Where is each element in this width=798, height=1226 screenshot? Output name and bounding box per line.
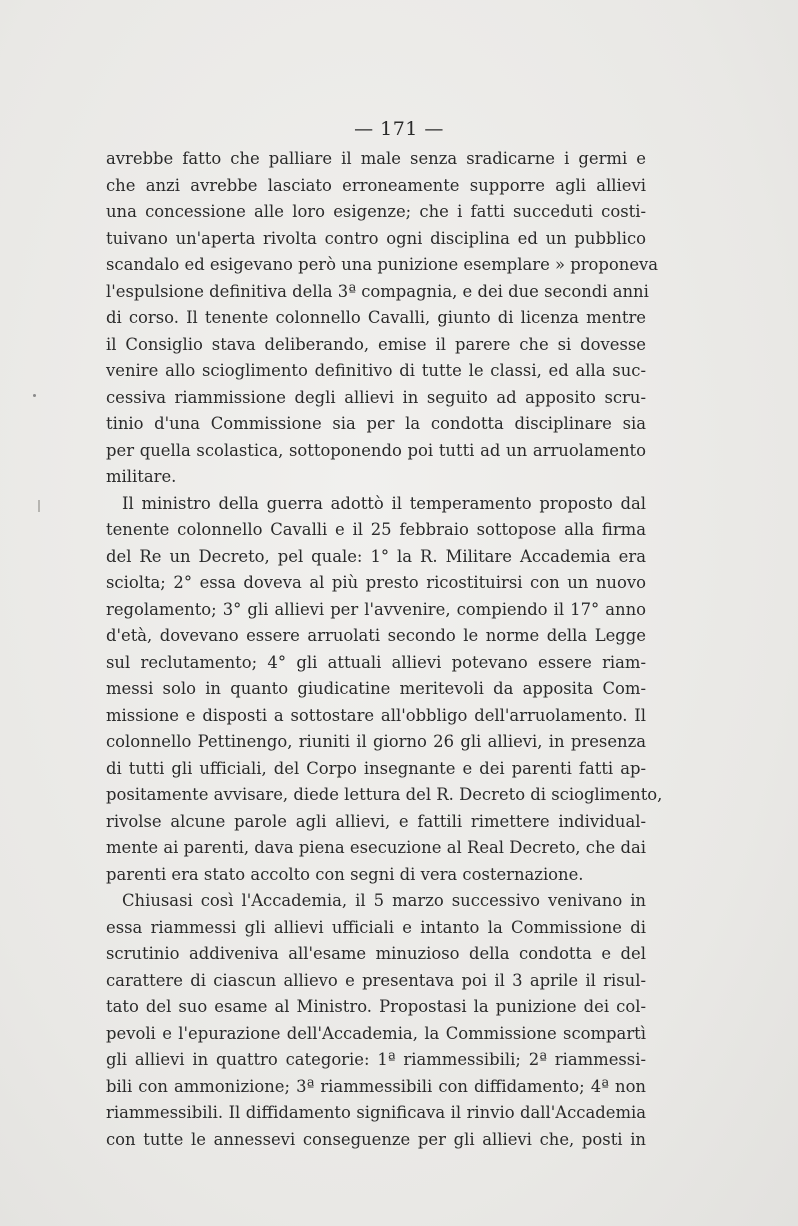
text-line: scandalo ed esigevano però una punizione esemplare » proponeva xyxy=(106,255,659,274)
margin-mark xyxy=(38,500,40,512)
text-line: bili con ammonizione; 3ª riammessibili con diffidamento; 4ª non xyxy=(106,1076,646,1096)
text-line: essa riammessi gli allievi ufficiali e intanto la Commissione di xyxy=(106,917,646,937)
text-line: che anzi avrebbe lasciato erroneamente supporre agli allievi xyxy=(106,175,646,195)
text-line: rivolse alcune parole agli allievi, e fattili rimettere individual- xyxy=(106,811,646,831)
text-line: per quella scolastica, sottoponendo poi tutti ad un arruolamento xyxy=(106,440,646,460)
text-line: venire allo scioglimento definitivo di tutte le classi, ed alla suc- xyxy=(106,361,646,380)
text-line: tuivano un'aperta rivolta contro ogni disciplina ed un pubblico xyxy=(106,228,646,248)
text-line: d'età, dovevano essere arruolati secondo le norme della Legge xyxy=(106,626,646,645)
text-line: Il ministro della guerra adottò il temperamento proposto dal xyxy=(122,493,646,513)
text-line: colonnello Pettinengo, riuniti il giorno 26 gli allievi, in presenza xyxy=(106,732,646,751)
text-line: riammessibili. Il diffidamento significava il rinvio dall'Accademia xyxy=(106,1103,646,1122)
text-line: Chiusasi così l'Accademia, il 5 marzo successivo venivano in xyxy=(122,891,646,910)
text-line: sul reclutamento; 4° gli attuali allievi potevano essere riam- xyxy=(106,652,646,672)
text-line: l'espulsione definitiva della 3ª compagnia, e dei due secondi anni xyxy=(106,281,649,301)
text-line: il Consiglio stava deliberando, emise il parere che si dovesse xyxy=(106,334,646,354)
page-number: — 171 — xyxy=(354,118,444,140)
text-line: parenti era stato accolto con segni di vera costernazione. xyxy=(106,864,584,884)
text-line: sciolta; 2° essa doveva al più presto ricostituirsi con un nuovo xyxy=(106,573,646,592)
text-line: tato del suo esame al Ministro. Propostasi la punizione dei col- xyxy=(106,997,646,1016)
text-line: carattere di ciascun allievo e presentava poi il 3 aprile il risul- xyxy=(106,970,646,990)
text-line: di tutti gli ufficiali, del Corpo insegnante e dei parenti fatti ap- xyxy=(106,758,646,778)
text-line: scrutinio addiveniva all'esame minuzioso della condotta e del xyxy=(106,944,646,963)
text-line: messi solo in quanto giudicatine meritevoli da apposita Com- xyxy=(106,679,646,698)
text-line: avrebbe fatto che palliare il male senza sradicarne i germi e xyxy=(106,149,646,168)
text-line: di corso. Il tenente colonnello Cavalli, giunto di licenza mentre xyxy=(106,308,646,327)
text-line: gli allievi in quattro categorie: 1ª riammessibili; 2ª riammessi- xyxy=(106,1050,646,1069)
text-line: con tutte le annessevi conseguenze per gli allievi che, posti in xyxy=(106,1129,646,1149)
text-line: regolamento; 3° gli allievi per l'avvenire, compiendo il 17° anno xyxy=(106,599,646,619)
text-line: una concessione alle loro esigenze; che i fatti succeduti costi- xyxy=(106,202,646,221)
text-line: missione e disposti a sottostare all'obbligo dell'arruolamento. Il xyxy=(106,705,646,725)
text-line: mente ai parenti, dava piena esecuzione al Real Decreto, che dai xyxy=(106,838,646,857)
text-line: cessiva riammissione degli allievi in seguito ad apposito scru- xyxy=(106,387,646,407)
text-line: militare. xyxy=(106,467,177,486)
text-line: tenente colonnello Cavalli e il 25 febbraio sottopose alla firma xyxy=(106,520,646,539)
text-line: tinio d'una Commissione sia per la condotta disciplinare sia xyxy=(106,414,646,433)
text-line: positamente avvisare, diede lettura del R. Decreto di scioglimento, xyxy=(106,785,663,804)
ink-speck xyxy=(33,394,36,397)
body-text xyxy=(106,146,663,1153)
text-line: del Re un Decreto, pel quale: 1° la R. Militare Accademia era xyxy=(106,546,646,566)
text-line: pevoli e l'epurazione dell'Accademia, la Commissione scompartì xyxy=(106,1023,646,1043)
